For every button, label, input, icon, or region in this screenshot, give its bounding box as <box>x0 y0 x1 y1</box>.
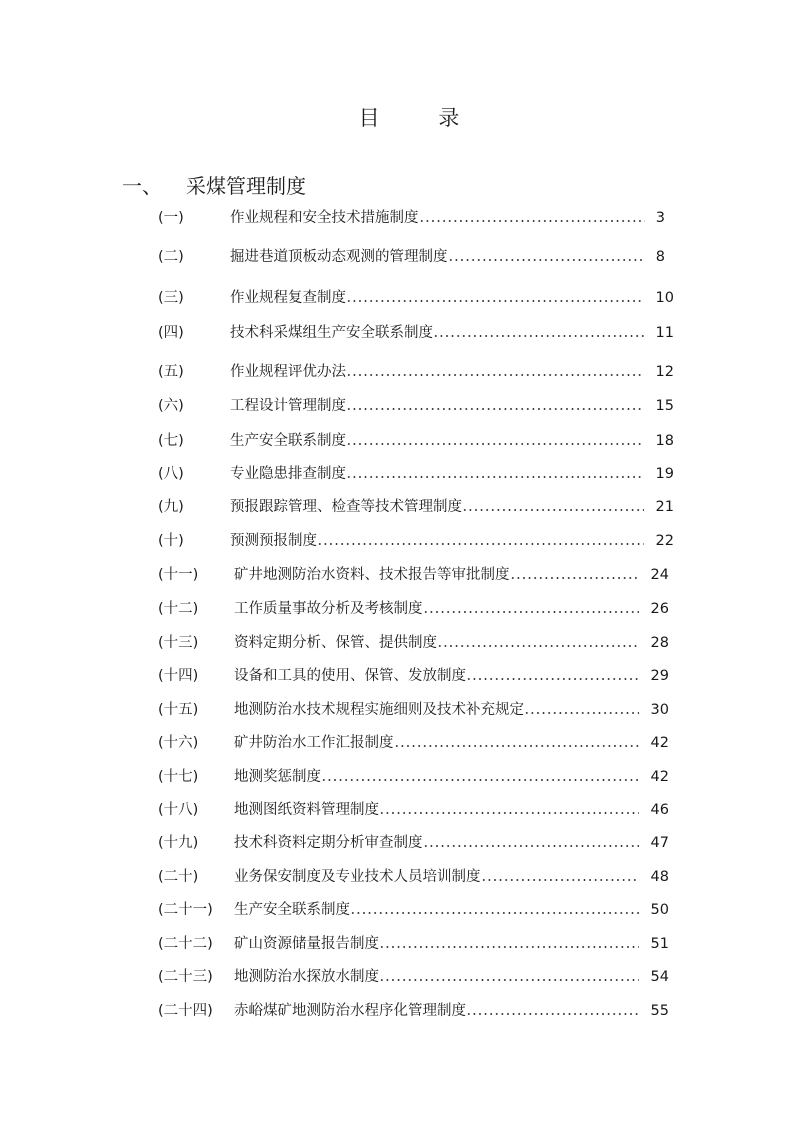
toc-leader-dots <box>379 979 639 981</box>
toc-entry-page: 15 <box>655 398 674 414</box>
toc-entry <box>0 496 800 518</box>
toc-entry-number: (十) <box>158 533 184 549</box>
page-title: 目 录 <box>358 106 486 130</box>
section-title: 采煤管理制度 <box>186 174 306 198</box>
toc-entry <box>0 598 800 620</box>
toc-entry-page: 29 <box>650 668 669 684</box>
toc-entry-page: 50 <box>650 902 669 918</box>
toc-entry <box>0 799 800 821</box>
toc-leader-dots <box>524 712 639 714</box>
toc-entry-page: 12 <box>655 364 674 380</box>
toc-entry-title: 赤峪煤矿地测防治水程序化管理制度 <box>234 1003 466 1019</box>
toc-entry-number: (四) <box>158 325 184 341</box>
toc-entry <box>0 1000 800 1022</box>
toc-entry-title: 作业规程评优办法 <box>230 364 346 380</box>
toc-entry-number: (二) <box>158 249 184 265</box>
toc-entry <box>0 246 800 268</box>
toc-entry-page: 54 <box>650 969 669 985</box>
toc-entry-title: 作业规程和安全技术措施制度 <box>230 210 419 226</box>
toc-entry-number: (二十) <box>158 869 199 885</box>
toc-entry-number: (十四) <box>158 668 199 684</box>
toc-entry <box>0 430 800 452</box>
toc-entry-page: 48 <box>650 869 669 885</box>
toc-entry-number: (十一) <box>158 567 199 583</box>
toc-entry-number: (十七) <box>158 769 199 785</box>
toc-leader-dots <box>423 845 640 847</box>
toc-entry-number: (二十四) <box>158 1003 213 1019</box>
toc-leader-dots <box>346 408 644 410</box>
toc-entry-title: 地测奖惩制度 <box>234 769 321 785</box>
toc-entry-number: (十五) <box>158 702 199 718</box>
toc-entry-page: 51 <box>650 936 669 952</box>
section-number: 一、 <box>122 174 162 198</box>
toc-entry-title: 资料定期分析、保管、提供制度 <box>234 635 437 651</box>
toc-entry <box>0 933 800 955</box>
toc-entry-page: 42 <box>650 769 669 785</box>
toc-leader-dots <box>466 1013 639 1015</box>
toc-entry-title: 矿井地测防治水资料、技术报告等审批制度 <box>234 567 510 583</box>
toc-entry <box>0 564 800 586</box>
toc-leader-dots <box>350 912 639 914</box>
toc-entry-title: 地测防治水技术规程实施细则及技术补充规定 <box>234 702 524 718</box>
toc-leader-dots <box>346 443 644 445</box>
toc-entry-number: (十九) <box>158 835 199 851</box>
toc-entry-page: 46 <box>650 802 669 818</box>
toc-entry-title: 地测防治水探放水制度 <box>234 969 379 985</box>
toc-entry-title: 矿山资源储量报告制度 <box>234 936 379 952</box>
toc-entry <box>0 732 800 754</box>
toc-entry-title: 设备和工具的使用、保管、发放制度 <box>234 668 466 684</box>
toc-entry-number: (三) <box>158 290 184 306</box>
toc-entry <box>0 866 800 888</box>
toc-entry-page: 47 <box>650 835 669 851</box>
toc-entry <box>0 322 800 344</box>
toc-entry-number: (十八) <box>158 802 199 818</box>
toc-entry-title: 专业隐患排查制度 <box>230 466 346 482</box>
toc-entry-page: 10 <box>655 290 674 306</box>
toc-entry-number: (十六) <box>158 735 199 751</box>
toc-leader-dots <box>419 220 646 222</box>
toc-entry-page: 28 <box>650 635 669 651</box>
toc-entry-page: 24 <box>650 567 669 583</box>
toc-entry-title: 矿井防治水工作汇报制度 <box>234 735 394 751</box>
toc-entry-number: (五) <box>158 364 184 380</box>
toc-entry <box>0 632 800 654</box>
toc-entry-number: (二十一) <box>158 902 213 918</box>
toc-entry-title: 工程设计管理制度 <box>230 398 346 414</box>
toc-entry-number: (二十三) <box>158 969 213 985</box>
toc-entry-page: 19 <box>655 466 674 482</box>
toc-entry <box>0 361 800 383</box>
toc-entry <box>0 207 800 229</box>
toc-entry-number: (二十二) <box>158 936 213 952</box>
toc-entry <box>0 665 800 687</box>
toc-entry <box>0 463 800 485</box>
toc-leader-dots <box>466 678 639 680</box>
toc-entry-number: (一) <box>158 210 184 226</box>
toc-entry <box>0 530 800 552</box>
toc-entry-title: 预测预报制度 <box>230 533 317 549</box>
toc-leader-dots <box>437 645 639 647</box>
toc-entry-page: 21 <box>655 499 674 515</box>
toc-leader-dots <box>423 611 640 613</box>
toc-entry-page: 55 <box>650 1003 669 1019</box>
toc-leader-dots <box>433 335 644 337</box>
toc-leader-dots <box>321 779 639 781</box>
toc-leader-dots <box>317 543 644 545</box>
toc-entry <box>0 899 800 921</box>
toc-entry-title: 技术科采煤组生产安全联系制度 <box>230 325 433 341</box>
toc-entry-page: 8 <box>655 249 665 265</box>
toc-entry <box>0 966 800 988</box>
toc-leader-dots <box>448 259 646 261</box>
toc-entry-title: 作业规程复查制度 <box>230 290 346 306</box>
toc-leader-dots <box>510 577 640 579</box>
toc-entry-title: 掘进巷道顶板动态观测的管理制度 <box>230 249 448 265</box>
toc-leader-dots <box>346 374 644 376</box>
toc-entry-number: (八) <box>158 466 184 482</box>
toc-entry-page: 3 <box>655 210 665 226</box>
toc-leader-dots <box>379 812 639 814</box>
toc-entry <box>0 395 800 417</box>
toc-entry-title: 业务保安制度及专业技术人员培训制度 <box>234 869 481 885</box>
toc-leader-dots <box>346 300 644 302</box>
toc-entry-page: 22 <box>655 533 674 549</box>
toc-entry <box>0 766 800 788</box>
toc-entry-page: 26 <box>650 601 669 617</box>
toc-entry-number: (七) <box>158 433 184 449</box>
toc-entry-title: 工作质量事故分析及考核制度 <box>234 601 423 617</box>
toc-entry <box>0 699 800 721</box>
toc-entry-title: 生产安全联系制度 <box>230 433 346 449</box>
toc-entry-number: (九) <box>158 499 184 515</box>
toc-entry-title: 技术科资料定期分析审查制度 <box>234 835 423 851</box>
toc-leader-dots <box>481 879 640 881</box>
toc-entry-page: 11 <box>655 325 674 341</box>
toc-entry <box>0 832 800 854</box>
toc-entry-page: 18 <box>655 433 674 449</box>
toc-leader-dots <box>346 476 644 478</box>
toc-leader-dots <box>462 509 644 511</box>
toc-entry <box>0 287 800 309</box>
toc-leader-dots <box>379 946 639 948</box>
toc-entry-title: 生产安全联系制度 <box>234 902 350 918</box>
toc-entry-number: (十二) <box>158 601 199 617</box>
toc-entry-title: 地测图纸资料管理制度 <box>234 802 379 818</box>
toc-entry-number: (六) <box>158 398 184 414</box>
toc-entry-page: 42 <box>650 735 669 751</box>
toc-entry-page: 30 <box>650 702 669 718</box>
toc-entry-number: (十三) <box>158 635 199 651</box>
toc-entry-title: 预报跟踪管理、检查等技术管理制度 <box>230 499 462 515</box>
toc-leader-dots <box>394 745 640 747</box>
